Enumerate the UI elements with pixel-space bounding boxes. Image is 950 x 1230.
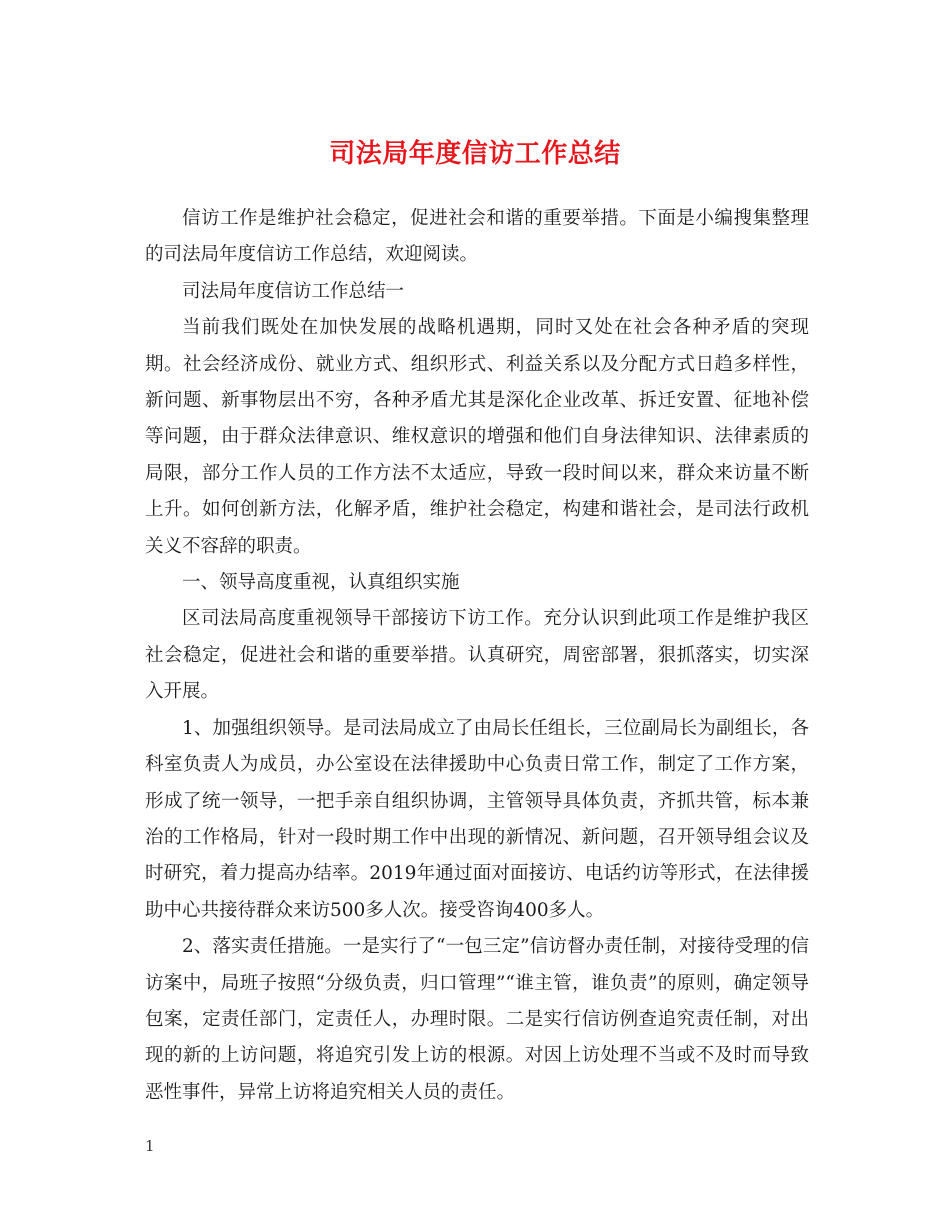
body-paragraph: 1、加强组织领导。是司法局成立了由局长任组长，三位副局长为副组长，各科室负责人为成员，办公室设在法律援助中心负责日常工作，制定了工作方案，形成了统一领导，一把手亲自组织协调，主管领导具体负责，齐抓共管，标本兼治的工作格局，针对一段时期工作中出现的新情况、新问题，召开领导组会议及时研究，着力提高办结率。2019年通过面对面接访、电话约访等形式，在法律援助中心共接待群众来访500多人次。接受咨询400多人。	[145, 717, 809, 921]
body-paragraph: 当前我们既处在加快发展的战略机遇期，同时又处在社会各种矛盾的突现期。社会经济成份、就业方式、组织形式、利益关系以及分配方式日趋多样性，新问题、新事物层出不穷，各种矛盾尤其是深化企业改革、拆迁安置、征地补偿等问题，由于群众法律意识、维权意识的增强和他们自身法律知识、法律素质的局限，部分工作人员的工作方法不太适应，导致一段时间以来，群众来访量不断上升。如何创新方法，化解矛盾，维护社会稳定，构建和谐社会，是司法行政机关义不容辞的职责。	[145, 317, 809, 557]
intro-paragraph: 信访工作是维护社会稳定，促进社会和谐的重要举措。下面是小编搜集整理的司法局年度信访工作总结，欢迎阅读。	[145, 208, 809, 266]
subsection-heading: 一、领导高度重视，认真组织实施	[182, 572, 460, 594]
section-heading: 司法局年度信访工作总结一	[182, 280, 405, 302]
page-number: 1	[145, 1137, 155, 1155]
document-title: 司法局年度信访工作总结	[329, 139, 621, 169]
body-paragraph: 2、落实责任措施。一是实行了“一包三定”信访督办责任制，对接待受理的信访案中，局班子按照“分级负责，归口管理”“谁主管，谁负责”的原则，确定领导包案，定责任部门，定责任人，办理时限。二是实行信访例查追究责任制，对出现的新的上访问题，将追究引发上访的根源。对因上访处理不当或不及时而导致恶性事件，异常上访将追究相关人员的责任。	[145, 936, 809, 1103]
document-body	[145, 201, 809, 1111]
body-paragraph: 区司法局高度重视领导干部接访下访工作。充分认识到此项工作是维护我区社会稳定，促进社会和谐的重要举措。认真研究，周密部署，狠抓落实，切实深入开展。	[145, 608, 809, 703]
